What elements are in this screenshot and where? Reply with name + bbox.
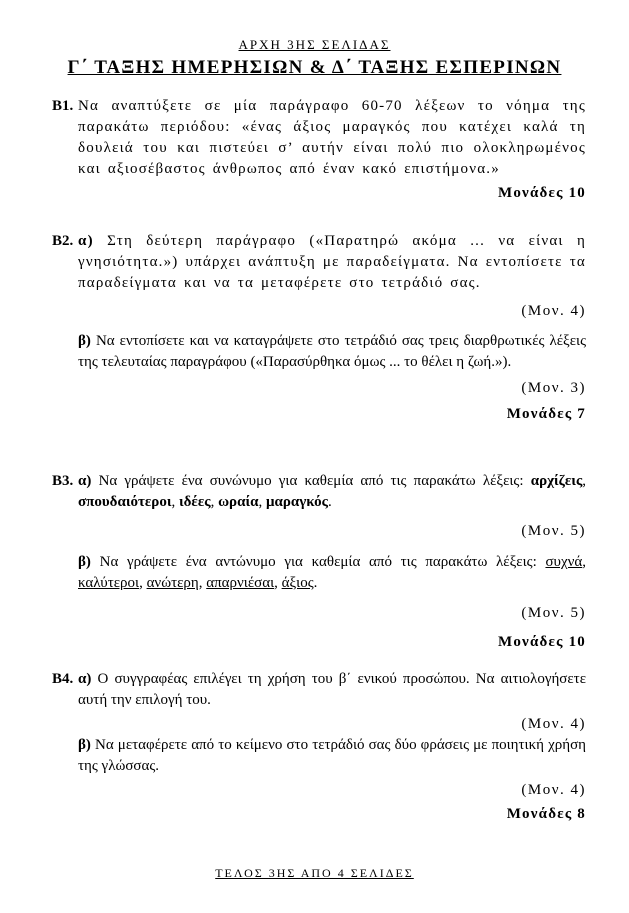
subquestion-label: α) <box>78 473 92 489</box>
question-text: Να αναπτύξετε σε μία παράγραφο 60-70 λέξεων το νόημα της παρακάτω περιόδου: «ένας άξιος μαραγκός που κατέχει καλά τη δουλειά του και πιστεύει σ’ αυτήν είναι πολύ πιο ολοκληρωμένος και αξιοσέβαστος άνθρωπος από έναν κακό επιστήμονα.» <box>78 98 586 177</box>
total-marks: Μονάδες 10 <box>497 185 586 201</box>
subquestion-text: Να γράψετε ένα συνώνυμο για καθεμία από τις παρακάτω λέξεις: <box>98 473 524 489</box>
question-b2 <box>52 231 586 425</box>
word: απαρνιέσαι <box>206 575 275 591</box>
total-marks: Μονάδες 8 <box>506 806 586 822</box>
subquestion-b <box>78 331 586 373</box>
subquestion-marks: (Μον. 5) <box>521 605 586 621</box>
subquestion-text: Ο συγγραφέας επιλέγει τη χρήση του β΄ ενικού προσώπου. Να αιτιολογήσετε αυτή την επιλογή του. <box>78 671 587 708</box>
question-b4 <box>52 669 586 825</box>
subquestion-marks: (Μον. 4) <box>521 782 586 798</box>
question-b1 <box>52 96 586 204</box>
subquestion-text: Στη δεύτερη παράγραφο («Παρατηρώ ακόμα ... να είναι η γνησιότητα.») υπάρχει ανάπτυξη με παραδείγματα. Να εντοπίσετε τα παραδείγματα και να τα μεταφέρετε στο τετράδιό σας. <box>78 233 586 291</box>
subquestion-marks: (Μον. 5) <box>521 523 586 539</box>
word: αρχίζεις <box>530 473 583 489</box>
word: σπουδαιότεροι <box>78 494 172 510</box>
subquestion-label: α) <box>78 233 94 249</box>
word: καλύτεροι <box>78 575 140 591</box>
question-number: Β2. <box>52 233 74 249</box>
word: άξιος <box>281 575 314 591</box>
question-number: Β3. <box>52 473 74 489</box>
page-start-marker: ΑΡΧΗ 3ΗΣ ΣΕΛΙΔΑΣ <box>238 37 391 52</box>
word: μαραγκός <box>265 494 328 510</box>
question-number: Β4. <box>52 671 74 687</box>
subquestion-label: β) <box>78 333 91 349</box>
subquestion-b <box>78 735 586 777</box>
question-b3 <box>52 471 586 653</box>
word: ιδέες <box>178 494 211 510</box>
subquestion-a <box>78 669 586 711</box>
subquestion-a <box>78 231 586 294</box>
page-title: Γ΄ ΤΑΞΗΣ ΗΜΕΡΗΣΙΩΝ & Δ΄ ΤΑΞΗΣ ΕΣΠΕΡΙΝΩΝ <box>67 57 562 78</box>
subquestion-text: Να μεταφέρετε από το κείμενο στο τετράδιό σας δύο φράσεις με ποιητική χρήση της γλώσσας. <box>78 737 587 774</box>
subquestion-label: β) <box>78 554 91 570</box>
subquestion-text: Να εντοπίσετε και να καταγράψετε στο τετράδιό σας τρεις διαρθρωτικές λέξεις της τελευταίας παραγράφου («Παρασύρθηκα όμως ... το θέλει η ζωή.»). <box>78 333 587 370</box>
subquestion-label: β) <box>78 737 91 753</box>
total-marks: Μονάδες 7 <box>506 406 586 422</box>
subquestion-label: α) <box>78 671 92 687</box>
word: συχνά <box>545 554 583 570</box>
page-end-marker: ΤΕΛΟΣ 3ΗΣ ΑΠΟ 4 ΣΕΛΙΔΕΣ <box>215 866 414 880</box>
subquestion-marks: (Μον. 3) <box>521 380 586 396</box>
total-marks: Μονάδες 10 <box>497 634 586 650</box>
word: ωραία <box>218 494 259 510</box>
subquestion-a: α) Να γράψετε ένα συνώνυμο για καθεμία από τις παρακάτω λέξεις: αρχίζεις, σπουδαιότεροι, ιδέες, ωραία, μαραγκός. <box>78 473 587 510</box>
word: ανώτερη <box>146 575 199 591</box>
question-number: Β1. <box>52 98 74 114</box>
subquestion-b: β) Να γράψετε ένα αντώνυμο για καθεμία από τις παρακάτω λέξεις: συχνά, καλύτεροι, ανώτερη, απαρνιέσαι, άξιος. <box>78 554 587 591</box>
subquestion-marks: (Μον. 4) <box>521 716 586 732</box>
subquestion-marks: (Μον. 4) <box>521 303 586 319</box>
subquestion-text: Να γράψετε ένα αντώνυμο για καθεμία από τις παρακάτω λέξεις: <box>99 554 537 570</box>
